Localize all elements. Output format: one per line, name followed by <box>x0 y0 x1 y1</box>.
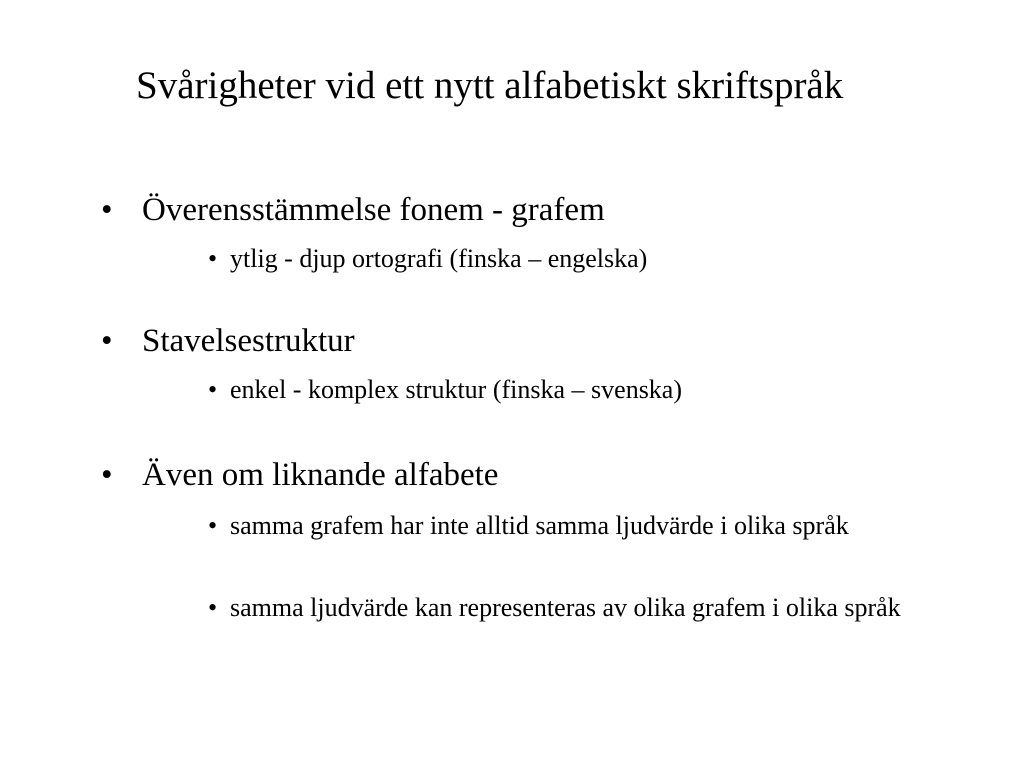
slide-title: Svårigheter vid ett nytt alfabetiskt skriftspråk <box>136 64 844 107</box>
sub-bullet-dot: • <box>208 244 218 273</box>
sub-bullet-text: samma grafem har inte alltid samma ljudvärde i olika språk <box>230 511 849 540</box>
sub-bullet-text: samma ljudvärde kan representeras av olika grafem i olika språk <box>230 593 901 622</box>
sub-bullet-dot: • <box>208 511 218 540</box>
sub-bullet-dot: • <box>208 593 218 622</box>
sub-bullet-text: enkel - komplex struktur (finska – svenska) <box>230 375 683 404</box>
bullet-dot: • <box>101 192 113 228</box>
bullet-dot: • <box>101 457 113 493</box>
bullet-text: Överensstämmelse fonem - grafem <box>142 192 605 228</box>
sub-bullet-text: ytlig - djup ortografi (finska – engelska) <box>230 244 648 273</box>
bullet-text: Även om liknande alfabete <box>142 457 499 493</box>
bullet-text: Stavelsestruktur <box>142 323 355 359</box>
bullet-dot: • <box>101 323 113 359</box>
sub-bullet-dot: • <box>208 375 218 404</box>
